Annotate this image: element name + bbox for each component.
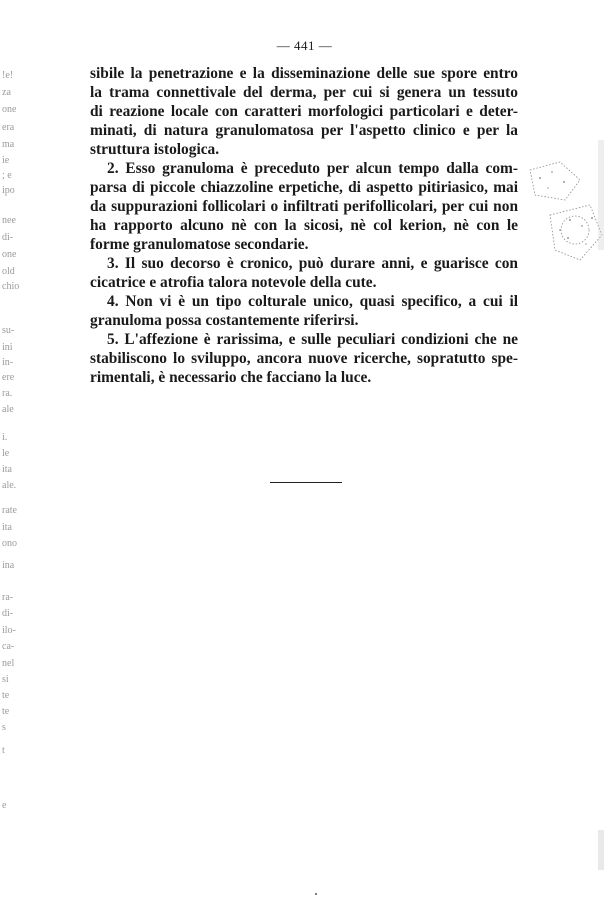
- bleed-fragment: ina: [2, 560, 15, 571]
- bleed-fragment: ini: [2, 342, 13, 353]
- bleed-fragment: one: [2, 249, 17, 260]
- text-line: sibile la penetrazione e la disseminazione delle sue spore entro: [90, 65, 518, 82]
- bleed-fragment: ma: [2, 139, 15, 150]
- bleed-fragment: di-: [2, 232, 14, 243]
- text-line: 4. Non vi è un tipo colturale unico, quasi specifico, a cui il: [107, 293, 518, 310]
- bleed-fragment: za: [2, 87, 11, 98]
- bleed-fragment: one: [2, 104, 17, 115]
- text-line: 5. L'affezione è rarissima, e sulle peculiari condizioni che ne: [107, 331, 518, 348]
- text-line: 2. Esso granuloma è preceduto per alcun tempo dalla com-: [107, 160, 518, 177]
- bleed-fragment: rate: [2, 505, 17, 516]
- bleed-fragment: !e!: [2, 70, 14, 81]
- page-number: — 441 —: [276, 38, 333, 53]
- bleed-fragment: chio: [2, 281, 20, 292]
- bleed-fragment: nel: [2, 658, 15, 669]
- text-line: parsa di piccole chiazzoline erpetiche, di aspetto pitiriasico, mai: [90, 179, 518, 196]
- bleed-fragment: ere: [2, 372, 15, 383]
- paper-speck: [315, 893, 317, 895]
- text-line: di reazione locale con caratteri morfologici particolari e deter-: [90, 103, 518, 120]
- bleed-fragment: ; e: [2, 170, 12, 181]
- bleed-fragment: ale: [2, 404, 14, 415]
- bleed-fragment: ono: [2, 538, 17, 549]
- text-line: minati, di natura granulomatosa per l'aspetto clinico e per la: [90, 122, 518, 139]
- text-line: da suppurazioni follicolari o infiltrati perifollicolari, per cui non: [90, 198, 518, 215]
- bleed-fragment: e: [2, 800, 7, 811]
- text-line: cicatrice e atrofia talora notevole della cute.: [90, 274, 377, 291]
- bleed-fragment: di-: [2, 608, 14, 619]
- bleed-fragment: s: [2, 722, 6, 733]
- bleed-fragment: te: [2, 690, 10, 701]
- right-edge-shadow: [598, 830, 604, 870]
- bleed-fragment: ilo-: [2, 625, 16, 636]
- bleed-fragment: nee: [2, 215, 16, 226]
- bleed-fragment: su-: [2, 325, 15, 336]
- bleed-fragment: ie: [2, 155, 10, 166]
- bleed-fragment: ale.: [2, 480, 17, 491]
- body-text: [90, 64, 518, 387]
- left-margin-bleed-through: [0, 0, 30, 900]
- bleed-fragment: ita: [2, 522, 12, 533]
- bleed-fragment: ca-: [2, 641, 15, 652]
- bleed-fragment: era: [2, 122, 15, 133]
- bleed-fragment: i.: [2, 432, 8, 443]
- bleed-fragment: ra.: [2, 388, 13, 399]
- bleed-fragment: te: [2, 706, 10, 717]
- text-line: forme granulomatose secondarie.: [90, 236, 309, 253]
- text-line: struttura istologica.: [90, 141, 220, 158]
- bleed-fragment: in-: [2, 357, 14, 368]
- bleed-fragment: si: [2, 674, 9, 685]
- bleed-fragment: t: [2, 745, 5, 756]
- text-line: granuloma possa costantemente riferirsi.: [90, 312, 359, 329]
- bleed-fragment: ita: [2, 464, 12, 475]
- section-divider: [270, 482, 342, 483]
- library-stamp-image: [520, 160, 605, 270]
- text-line: la trama connettivale del derma, per cui si genera un tessuto: [90, 84, 518, 101]
- bleed-fragment: ipo: [2, 185, 15, 196]
- text-line: ha rapporto alcuno nè con la sicosi, nè col kerion, nè con le: [90, 217, 518, 234]
- text-line: 3. Il suo decorso è cronico, può durare anni, e guarisce con: [107, 255, 518, 272]
- text-line: rimentali, è necessario che facciano la luce.: [90, 369, 372, 386]
- bleed-fragment: le: [2, 448, 10, 459]
- text-line: stabiliscono lo sviluppo, ancora nuove ricerche, sopratutto spe-: [90, 350, 518, 367]
- bleed-fragment: ra-: [2, 592, 14, 603]
- right-edge-shadow: [598, 140, 604, 250]
- bleed-fragment: old: [2, 266, 15, 277]
